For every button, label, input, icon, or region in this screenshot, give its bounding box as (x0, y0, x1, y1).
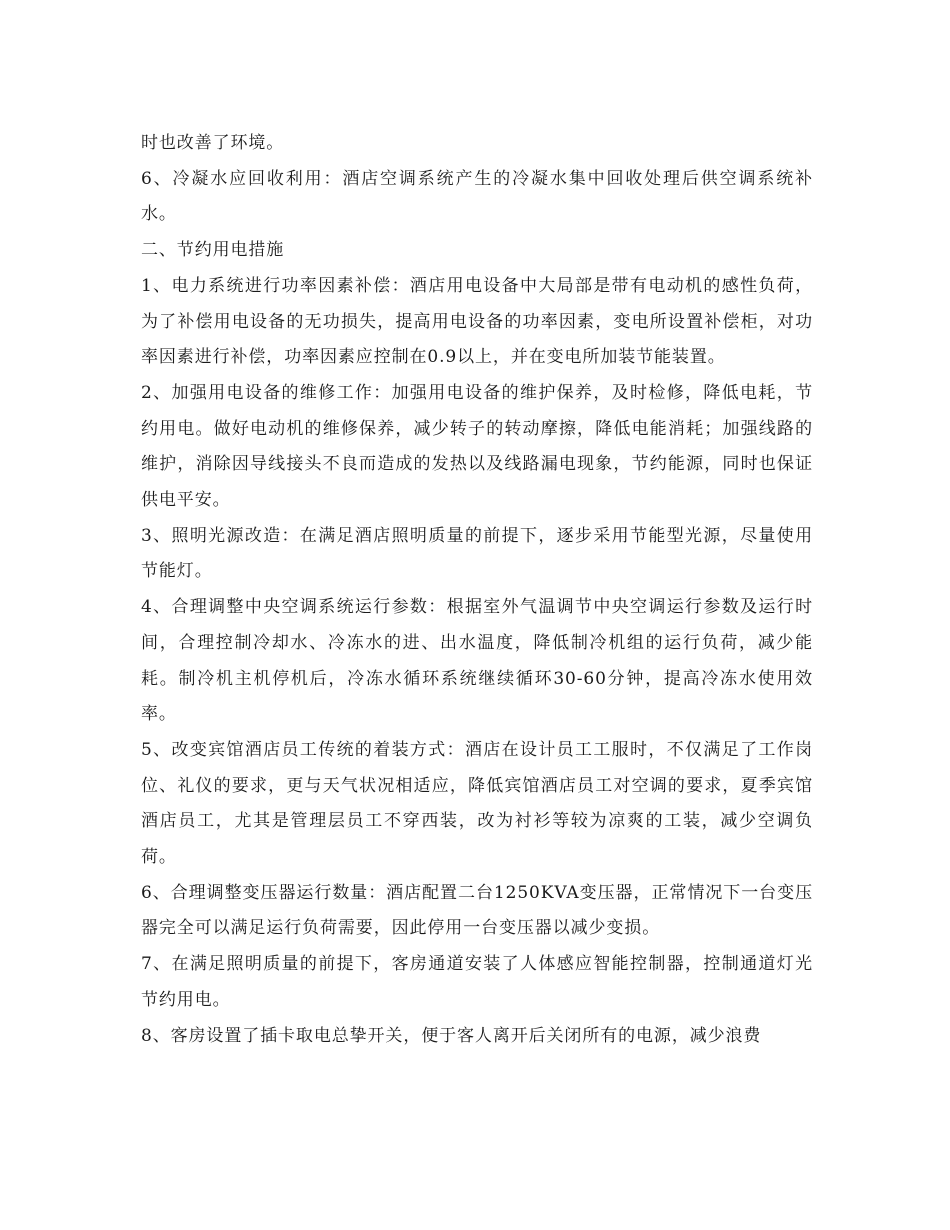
paragraph-keycard-switch: 8、客房设置了插卡取电总挚开关，便于客人离开后关闭所有的电源，减少浪费 (141, 1025, 762, 1046)
paragraph-staff-dress: 5、改变宾馆酒店员工传统的着装方式：酒店在设计员工工服时，不仅满足了工作岗位、礼仪的要求，更与天气状况相适应，降低宾馆酒店员工对空调的要求，夏季宾馆酒店员工，尤其是管理层员工不穿西装，改为衬衫等较为凉爽的工装，减少空调负荷。 (141, 739, 813, 868)
paragraph-condensate-recycling: 6、冷凝水应回收利用：酒店空调系统产生的冷凝水集中回收处理后供空调系统补水。 (141, 168, 813, 225)
document-body (141, 126, 813, 1054)
paragraph-lighting-retrofit: 3、照明光源改造：在满足酒店照明质量的前提下，逐步采用节能型光源，尽量使用节能灯。 (141, 525, 813, 582)
paragraph-continuation: 时也改善了环境。 (141, 133, 285, 153)
paragraph-corridor-sensors: 7、在满足照明质量的前提下，客房通道安装了人体感应智能控制器，控制通道灯光节约用电。 (141, 954, 813, 1010)
paragraph-hvac-parameters: 4、合理调整中央空调系统运行参数：根据室外气温调节中央空调运行参数及运行时间，合理控制冷却水、冷冻水的进、出水温度，降低制冷机组的运行负荷，减少能耗。制冷机主机停机后，冷冻水循环系统继续循环30-60分钟，提高冷冻水使用效率。 (141, 597, 813, 725)
section-heading-electricity-saving: 二、节约用电措施 (141, 240, 285, 261)
paragraph-equipment-maintenance: 2、加强用电设备的维修工作：加强用电设备的维护保养，及时检修，降低电耗，节约用电。做好电动机的维修保养，减少转子的转动摩擦，降低电能消耗；加强线路的维护，消除因导线接头不良而造成的发热以及线路漏电现象，节约能源，同时也保证供电平安。 (141, 382, 813, 511)
paragraph-power-factor: 1、电力系统进行功率因素补偿：酒店用电设备中大局部是带有电动机的感性负荷，为了补偿用电设备的无功损失，提高用电设备的功率因素，变电所设置补偿柜，对功率因素进行补偿，功率因素应控制在0.9以上，并在变电所加装节能装置。 (141, 275, 813, 368)
paragraph-transformers: 6、合理调整变压器运行数量：酒店配置二台1250KVA变压器，正常情况下一台变压器完全可以满足运行负荷需要，因此停用一台变压器以减少变损。 (141, 882, 813, 939)
